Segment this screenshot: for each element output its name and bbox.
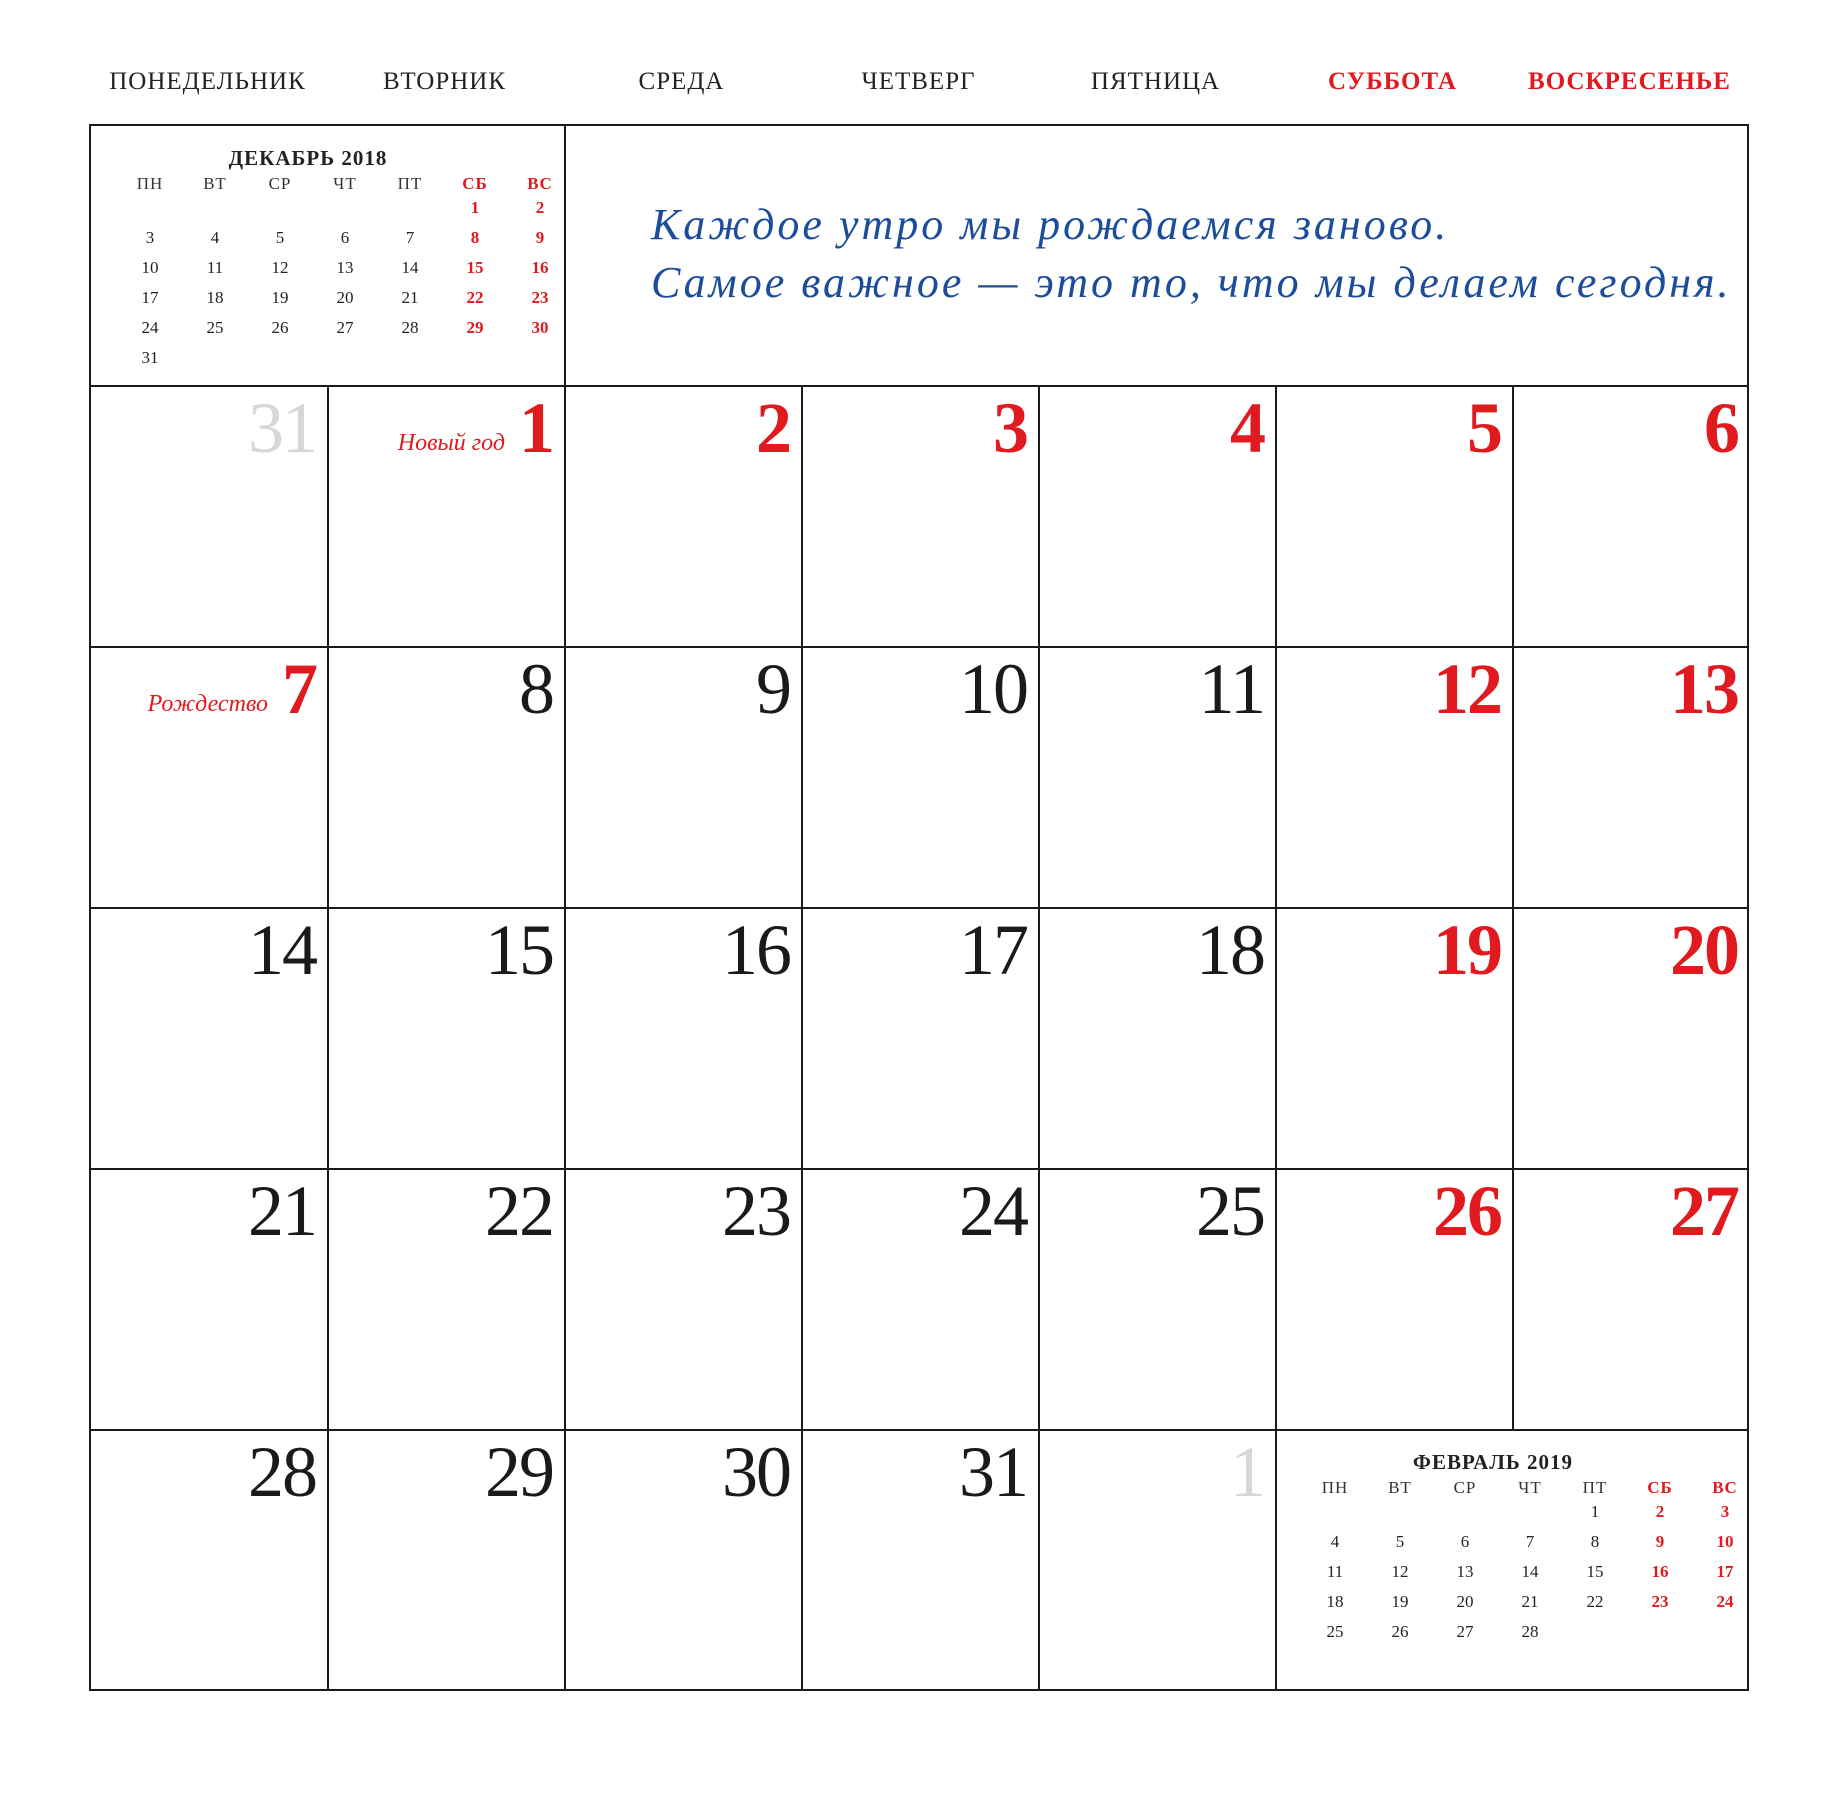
mini-calendar-day: 4 xyxy=(1330,1532,1340,1551)
mini-calendar-day: 14 xyxy=(401,258,419,277)
day-number: 27 xyxy=(1670,1171,1738,1251)
mini-calendar-day: 17 xyxy=(1716,1562,1734,1581)
day-cell[interactable] xyxy=(1276,647,1513,908)
holiday-label: Рождество xyxy=(147,691,268,717)
mini-calendar-day: 3 xyxy=(145,228,155,247)
day-cell[interactable] xyxy=(328,386,565,647)
day-cell[interactable] xyxy=(91,647,328,908)
day-cell[interactable] xyxy=(1039,386,1276,647)
holiday-label: Новый год xyxy=(397,430,505,456)
mini-calendar-weekday: СБ xyxy=(1647,1478,1673,1497)
mini-calendar-weekday: ПН xyxy=(136,174,164,193)
mini-calendar-title: ДЕКАБРЬ 2018 xyxy=(228,146,388,170)
weekday-label: ЧЕТВЕРГ xyxy=(861,68,976,95)
day-cell[interactable] xyxy=(802,908,1039,1169)
mini-calendar-weekday: ВТ xyxy=(1388,1478,1412,1497)
mini-calendar-day: 3 xyxy=(1720,1502,1730,1521)
day-number: 28 xyxy=(248,1432,316,1512)
weekday-label: ПЯТНИЦА xyxy=(1090,68,1221,95)
day-number: 16 xyxy=(722,910,790,990)
day-cell[interactable] xyxy=(1513,386,1750,647)
mini-calendar-weekday: ПН xyxy=(1321,1478,1349,1497)
day-number: 11 xyxy=(1198,649,1264,729)
day-number: 8 xyxy=(519,649,553,729)
day-cell[interactable] xyxy=(1513,908,1750,1169)
mini-calendar-day: 20 xyxy=(336,288,354,307)
mini-calendar-day: 27 xyxy=(336,318,354,337)
mini-calendar-day: 29 xyxy=(466,318,484,337)
mini-calendar-weekday: СБ xyxy=(462,174,488,193)
mini-calendar-day: 10 xyxy=(1716,1532,1734,1551)
mini-calendar-day: 7 xyxy=(405,228,415,247)
day-number: 14 xyxy=(248,910,316,990)
weekday-header-row xyxy=(89,68,1749,118)
mini-calendar-weekday: СР xyxy=(268,174,292,193)
mini-calendar-weekday: ПТ xyxy=(1582,1478,1608,1497)
mini-calendar-day: 16 xyxy=(531,258,549,277)
mini-calendar-day: 24 xyxy=(141,318,159,337)
day-number: 10 xyxy=(959,649,1027,729)
mini-calendar-day: 7 xyxy=(1525,1532,1535,1551)
quote-line-2: Самое важное — это то, что мы делаем сегодня. xyxy=(651,258,1732,307)
day-cell[interactable] xyxy=(565,386,802,647)
mini-calendar-day: 22 xyxy=(1586,1592,1604,1611)
day-number: 7 xyxy=(282,649,316,729)
day-number: 19 xyxy=(1433,910,1501,990)
mini-calendar-day: 13 xyxy=(1456,1562,1474,1581)
mini-calendar-day: 6 xyxy=(1460,1532,1470,1551)
day-number: 29 xyxy=(485,1432,553,1512)
calendar-grid xyxy=(89,124,1749,1691)
day-number: 30 xyxy=(722,1432,790,1512)
mini-calendar-day: 1 xyxy=(1590,1502,1600,1521)
mini-calendar-day: 27 xyxy=(1456,1622,1474,1641)
day-cell[interactable] xyxy=(1513,1169,1750,1430)
day-number: 31 xyxy=(248,388,316,468)
grid-line-vertical xyxy=(564,126,566,386)
day-number: 1 xyxy=(519,388,553,468)
day-cell[interactable] xyxy=(1513,647,1750,908)
mini-calendar-day: 15 xyxy=(466,258,484,277)
day-number: 3 xyxy=(993,388,1027,468)
mini-calendar-day: 17 xyxy=(141,288,159,307)
day-cell[interactable] xyxy=(565,908,802,1169)
day-cell[interactable] xyxy=(565,1430,802,1691)
mini-calendar-day: 22 xyxy=(466,288,484,307)
mini-calendar-day: 18 xyxy=(1326,1592,1344,1611)
mini-calendar-day: 19 xyxy=(1391,1592,1409,1611)
mini-calendar-weekday: ЧТ xyxy=(333,174,357,193)
day-number: 20 xyxy=(1670,910,1738,990)
mini-calendar-day: 12 xyxy=(271,258,289,277)
day-cell[interactable] xyxy=(802,647,1039,908)
day-number: 23 xyxy=(722,1171,790,1251)
mini-calendar-day: 28 xyxy=(1521,1622,1539,1641)
day-cell[interactable] xyxy=(328,1430,565,1691)
mini-calendar-day: 26 xyxy=(1391,1622,1409,1641)
mini-calendar-day: 18 xyxy=(206,288,224,307)
mini-calendar-december-2018 xyxy=(113,146,553,386)
day-cell[interactable] xyxy=(565,647,802,908)
mini-calendar-weekday: ЧТ xyxy=(1518,1478,1542,1497)
day-cell[interactable] xyxy=(91,386,328,647)
mini-calendar-day: 20 xyxy=(1456,1592,1474,1611)
day-cell[interactable] xyxy=(1039,1169,1276,1430)
mini-calendar-day: 8 xyxy=(1590,1532,1600,1551)
mini-calendar-day: 12 xyxy=(1391,1562,1409,1581)
mini-calendar-weekday: ПТ xyxy=(397,174,423,193)
day-number: 13 xyxy=(1670,649,1738,729)
weekday-label: СУББОТА xyxy=(1328,68,1457,95)
weekday-label: ВТОРНИК xyxy=(382,68,507,95)
mini-calendar-day: 13 xyxy=(336,258,354,277)
mini-calendar-day: 11 xyxy=(206,258,224,277)
day-cell[interactable] xyxy=(1276,1169,1513,1430)
day-number: 26 xyxy=(1433,1171,1501,1251)
day-cell[interactable] xyxy=(565,1169,802,1430)
mini-calendar-day: 1 xyxy=(470,198,480,217)
mini-calendar-day: 25 xyxy=(1326,1622,1344,1641)
mini-calendar-day: 14 xyxy=(1521,1562,1539,1581)
day-cell[interactable] xyxy=(328,647,565,908)
mini-calendar-day: 6 xyxy=(340,228,350,247)
mini-calendar-day: 9 xyxy=(1655,1532,1665,1551)
day-cell[interactable] xyxy=(328,908,565,1169)
day-number: 18 xyxy=(1196,910,1264,990)
day-cell[interactable] xyxy=(1276,386,1513,647)
day-number: 6 xyxy=(1704,388,1738,468)
mini-calendar-day: 31 xyxy=(141,348,159,367)
mini-calendar-day: 30 xyxy=(531,318,549,337)
mini-calendar-weekday: ВТ xyxy=(203,174,227,193)
day-cell[interactable] xyxy=(1039,1430,1276,1691)
day-cell[interactable] xyxy=(802,386,1039,647)
mini-calendar-weekday: ВС xyxy=(1712,1478,1738,1497)
day-cell[interactable] xyxy=(802,1430,1039,1691)
mini-calendar-day: 2 xyxy=(535,198,545,217)
mini-calendar-day: 26 xyxy=(271,318,289,337)
mini-calendar-day: 19 xyxy=(271,288,289,307)
day-number: 9 xyxy=(756,649,790,729)
day-number: 5 xyxy=(1467,388,1501,468)
day-number: 17 xyxy=(959,910,1027,990)
mini-calendar-day: 16 xyxy=(1651,1562,1669,1581)
mini-calendar-day: 28 xyxy=(401,318,419,337)
day-cell[interactable] xyxy=(1039,647,1276,908)
mini-calendar-day: 10 xyxy=(141,258,159,277)
day-number: 1 xyxy=(1230,1432,1264,1512)
mini-calendar-day: 21 xyxy=(1521,1592,1539,1611)
mini-calendar-day: 24 xyxy=(1716,1592,1734,1611)
mini-calendar-day: 15 xyxy=(1586,1562,1604,1581)
mini-calendar-day: 9 xyxy=(535,228,545,247)
day-cell[interactable] xyxy=(802,1169,1039,1430)
mini-calendar-day: 25 xyxy=(206,318,224,337)
mini-calendar-day: 8 xyxy=(470,228,480,247)
mini-calendar-day: 11 xyxy=(1326,1562,1344,1581)
mini-calendar-day: 2 xyxy=(1655,1502,1665,1521)
day-number: 31 xyxy=(959,1432,1027,1512)
mini-calendar-february-2019 xyxy=(1298,1450,1738,1690)
mini-calendar-weekday: СР xyxy=(1453,1478,1477,1497)
day-number: 24 xyxy=(959,1171,1027,1251)
quote-line-1: Каждое утро мы рождаемся заново. xyxy=(651,200,1450,249)
day-number: 12 xyxy=(1433,649,1501,729)
day-number: 15 xyxy=(485,910,553,990)
weekday-label: ВОСКРЕСЕНЬЕ xyxy=(1528,68,1731,95)
day-number: 22 xyxy=(485,1171,553,1251)
mini-calendar-day: 23 xyxy=(1651,1592,1669,1611)
mini-calendar-weekday: ВС xyxy=(527,174,553,193)
quote xyxy=(651,196,1732,312)
mini-calendar-day: 23 xyxy=(531,288,549,307)
mini-calendar-day: 4 xyxy=(210,228,220,247)
mini-calendar-day: 5 xyxy=(1395,1532,1405,1551)
day-cell[interactable] xyxy=(91,908,328,1169)
weekday-label: СРЕДА xyxy=(638,68,725,95)
day-number: 21 xyxy=(248,1171,316,1251)
day-cell[interactable] xyxy=(91,1169,328,1430)
day-number: 25 xyxy=(1196,1171,1264,1251)
day-cell[interactable] xyxy=(328,1169,565,1430)
weekday-label: ПОНЕДЕЛЬНИК xyxy=(109,68,306,95)
day-cell[interactable] xyxy=(91,1430,328,1691)
mini-calendar-day: 21 xyxy=(401,288,419,307)
day-cell[interactable] xyxy=(1276,908,1513,1169)
mini-calendar-title: ФЕВРАЛЬ 2019 xyxy=(1412,1450,1574,1474)
day-cell[interactable] xyxy=(1039,908,1276,1169)
mini-calendar-day: 5 xyxy=(275,228,285,247)
day-number: 2 xyxy=(756,388,790,468)
day-number: 4 xyxy=(1230,388,1264,468)
